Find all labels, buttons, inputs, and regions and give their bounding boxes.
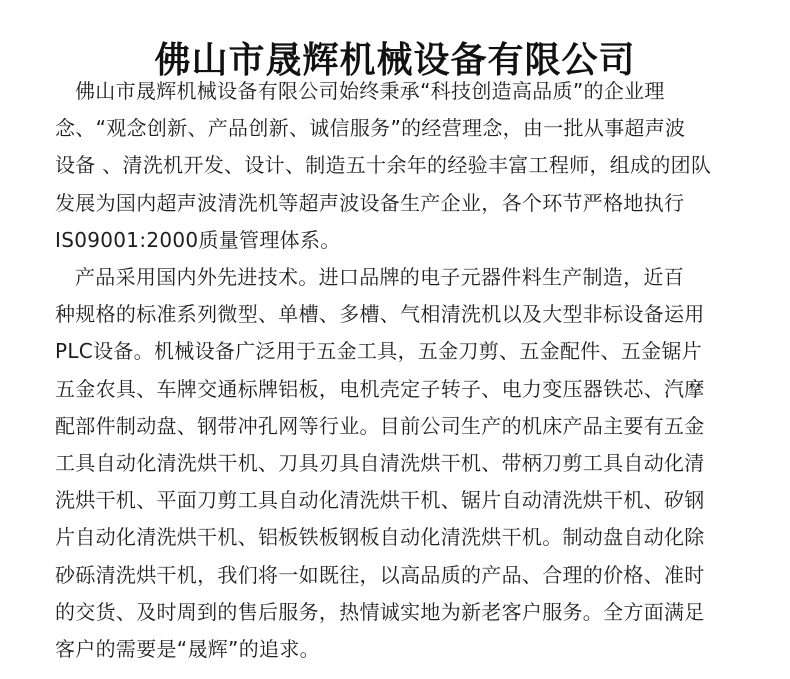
text-line: 洗烘干机、平面刀剪工具自动化清洗烘干机、锯片自动清洗烘干机、矽钢 xyxy=(55,488,705,513)
text-line: 的交货、及时周到的售后服务，热情诚实地为新老客户服务。全方面满足 xyxy=(55,599,705,624)
text-line: 念、“观念创新、产品创新、诚信服务”的经营理念，由一批从事超声波 xyxy=(55,116,686,141)
text-line: 配部件制动盘、钢带冲孔网等行业。目前公司生产的机床产品主要有五金 xyxy=(55,413,705,438)
intro-body xyxy=(55,73,755,668)
text-line: 五金农具、车牌交通标牌铝板，电机壳定子转子、电力变压器铁芯、汽摩 xyxy=(55,376,705,401)
text-line: 产品采用国内外先进技术。进口品牌的电子元器件料生产制造，近百 xyxy=(75,265,684,290)
text-line: 发展为国内超声波清洗机等超声波设备生产企业，各个环节严格地执行 xyxy=(55,190,685,215)
text-line: 工具自动化清洗烘干机、刀具刃具自清洗烘干机、带柄刀剪工具自动化清 xyxy=(55,451,705,476)
text-line: 客户的需要是“晟辉”的追求。 xyxy=(55,637,320,662)
paragraph-company-philosophy xyxy=(55,73,755,259)
paragraph-products xyxy=(55,259,755,668)
text-line: 佛山市晟辉机械设备有限公司始终秉承“科技创造高品质”的企业理 xyxy=(75,79,665,103)
text-line: 设备 、清洗机开发、设计、制造五十余年的经验丰富工程师，组成的团队 xyxy=(55,153,712,178)
text-line: PLC设备。机械设备广泛用于五金工具，五金刀剪、五金配件、五金锯片 xyxy=(55,339,703,364)
page-title: 佛山市晟辉机械设备有限公司 xyxy=(154,40,636,82)
text-line: 砂砾清洗烘干机，我们将一如既往，以高品质的产品、合理的价格、准时 xyxy=(55,562,705,587)
text-line: 片自动化清洗烘干机、铝板铁板钢板自动化清洗烘干机。制动盘自动化除 xyxy=(55,525,705,550)
text-line: 种规格的标准系列微型、单槽、多槽、气相清洗机以及大型非标设备运用 xyxy=(55,302,705,327)
text-line: IS09001:2000质量管理体系。 xyxy=(55,227,341,252)
